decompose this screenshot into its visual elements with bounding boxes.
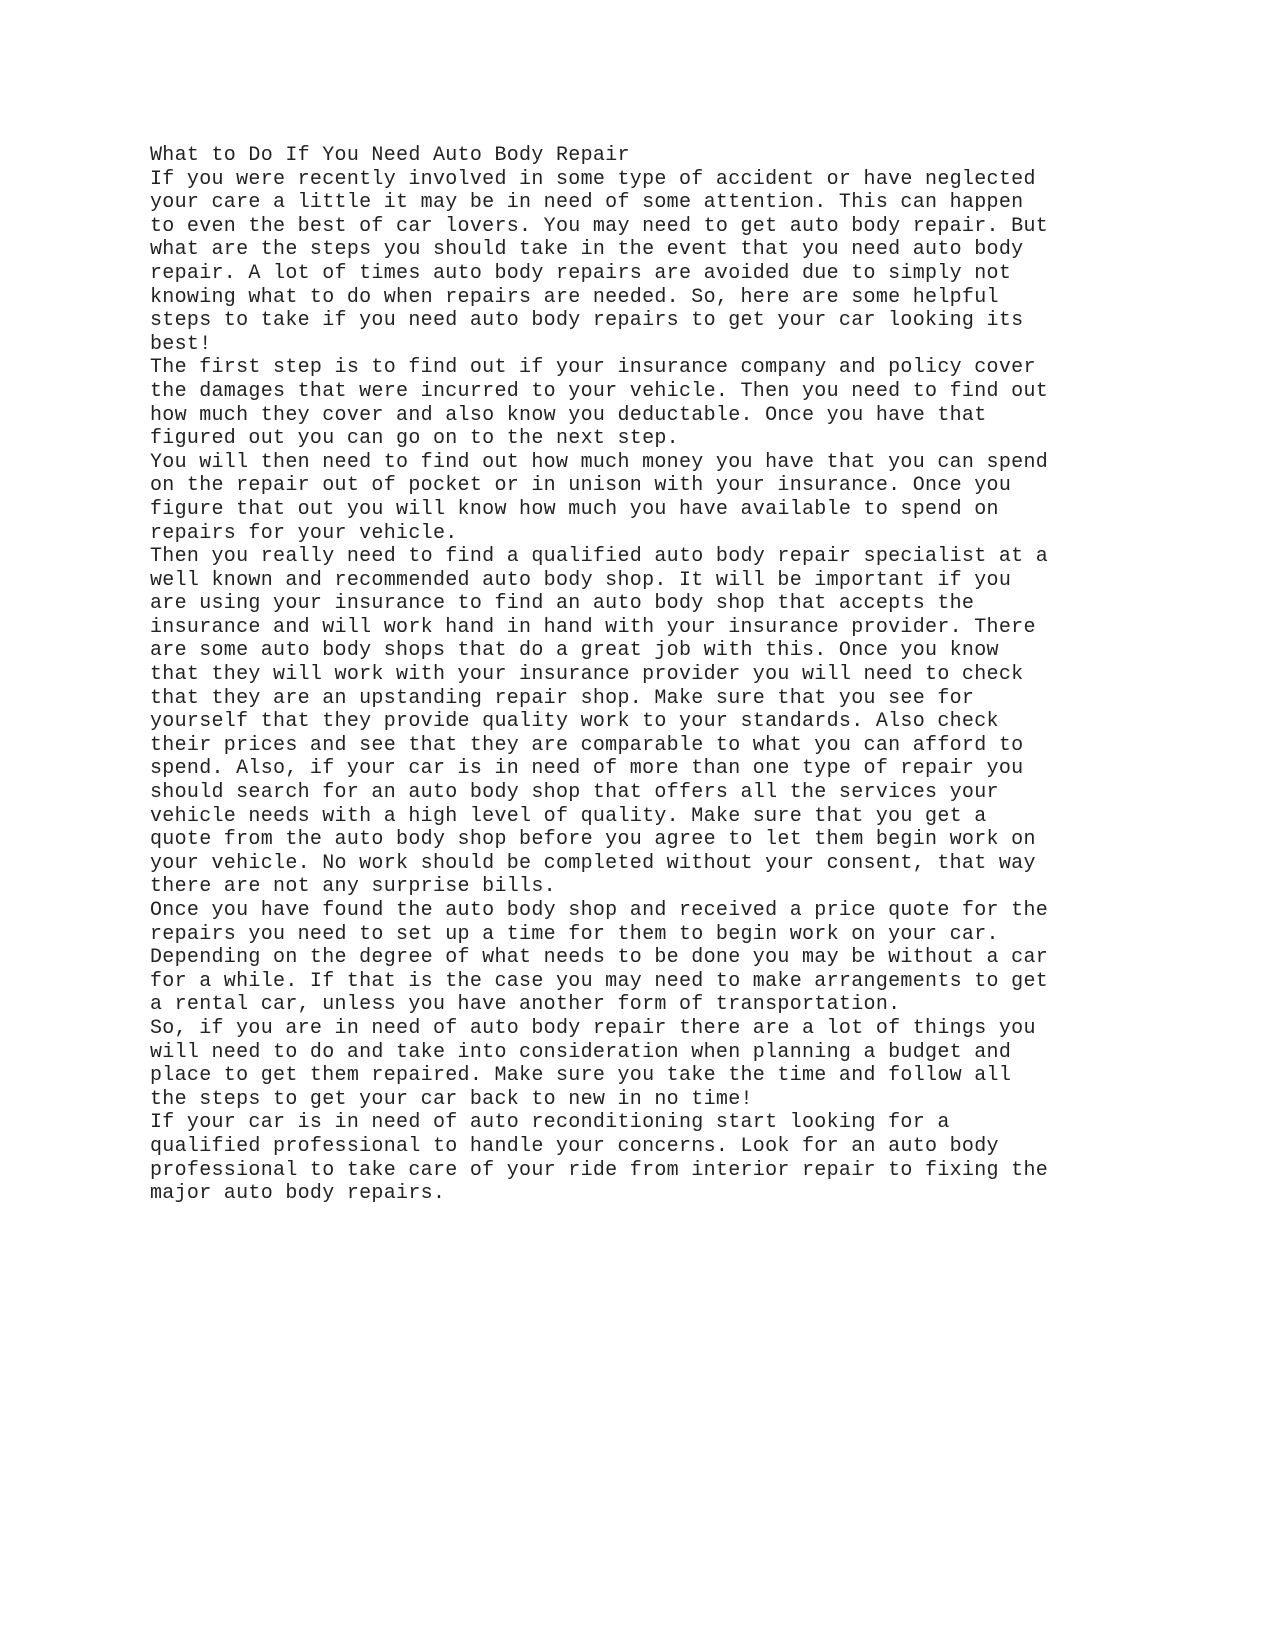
text-line: the damages that were incurred to your vehicle. Then you need to find out [150, 379, 1049, 403]
text-line: to even the best of car lovers. You may need to get auto body repair. But [150, 214, 1049, 238]
text-line: quote from the auto body shop before you agree to let them begin work on [150, 828, 1036, 852]
text-line: insurance and will work hand in hand with your insurance provider. There [150, 615, 1036, 639]
text-line: yourself that they provide quality work to your standards. Also check [150, 710, 999, 734]
text-line: So, if you are in need of auto body repair there are a lot of things you [150, 1016, 1036, 1040]
text-line: will need to do and take into consideration when planning a budget and [150, 1040, 1012, 1064]
text-line: qualified professional to handle your concerns. Look for an auto body [150, 1134, 999, 1158]
text-line: your vehicle. No work should be completed without your consent, that way [150, 851, 1036, 875]
text-line: how much they cover and also know you deductable. Once you have that [150, 403, 987, 427]
text-line: steps to take if you need auto body repairs to get your car looking its [150, 309, 1024, 333]
text-line: professional to take care of your ride from interior repair to fixing the [150, 1158, 1049, 1182]
text-line: vehicle needs with a high level of quality. Make sure that you get a [150, 804, 987, 828]
text-line: You will then need to find out how much money you have that you can spend [150, 450, 1049, 474]
text-line: Then you really need to find a qualified auto body repair specialist at a [150, 545, 1049, 569]
text-line: that they are an upstanding repair shop. Make sure that you see for [150, 686, 975, 710]
text-line: knowing what to do when repairs are needed. So, here are some helpful [150, 285, 999, 309]
text-line: best! [150, 332, 212, 356]
text-line: repairs you need to set up a time for them to begin work on your car. [150, 922, 999, 946]
text-line: for a while. If that is the case you may need to make arrangements to get [150, 969, 1049, 993]
text-line: a rental car, unless you have another form of transportation. [150, 993, 901, 1017]
document-body [150, 144, 1110, 1206]
text-line: repairs for your vehicle. [150, 521, 458, 545]
text-line: Once you have found the auto body shop and received a price quote for the [150, 899, 1049, 922]
text-line: figure that out you will know how much you have available to spend on [150, 497, 999, 521]
text-line: are using your insurance to find an auto body shop that accepts the [150, 592, 975, 616]
text-line: Depending on the degree of what needs to be done you may be without a car [150, 946, 1049, 970]
text-line: there are not any surprise bills. [150, 875, 556, 899]
text-line: that they will work with your insurance provider you will need to check [150, 663, 1024, 687]
text-line: the steps to get your car back to new in no time! [150, 1087, 753, 1111]
text-line: on the repair out of pocket or in unison with your insurance. Once you [150, 474, 1012, 498]
text-line: their prices and see that they are comparable to what you can afford to [150, 733, 1024, 757]
text-line: are some auto body shops that do a great job with this. Once you know [150, 639, 999, 663]
text-line: spend. Also, if your car is in need of more than one type of repair you [150, 757, 1024, 781]
text-line: should search for an auto body shop that offers all the services your [150, 781, 999, 805]
text-line: repair. A lot of times auto body repairs are avoided due to simply not [150, 261, 1012, 285]
text-line: figured out you can go on to the next step. [150, 427, 679, 451]
text-line: your care a little it may be in need of some attention. This can happen [150, 191, 1024, 215]
text-line: place to get them repaired. Make sure you take the time and follow all [150, 1064, 1012, 1088]
text-line: well known and recommended auto body shop. It will be important if you [150, 568, 1012, 592]
text-line: The first step is to find out if your insurance company and policy cover [150, 356, 1036, 380]
text-line: major auto body repairs. [150, 1182, 446, 1206]
text-line: what are the steps you should take in the event that you need auto body [150, 238, 1024, 262]
text-line: If you were recently involved in some type of accident or have neglected [150, 167, 1036, 191]
text-line: If your car is in need of auto reconditioning start looking for a [150, 1111, 950, 1135]
document-title: What to Do If You Need Auto Body Repair [150, 144, 630, 167]
